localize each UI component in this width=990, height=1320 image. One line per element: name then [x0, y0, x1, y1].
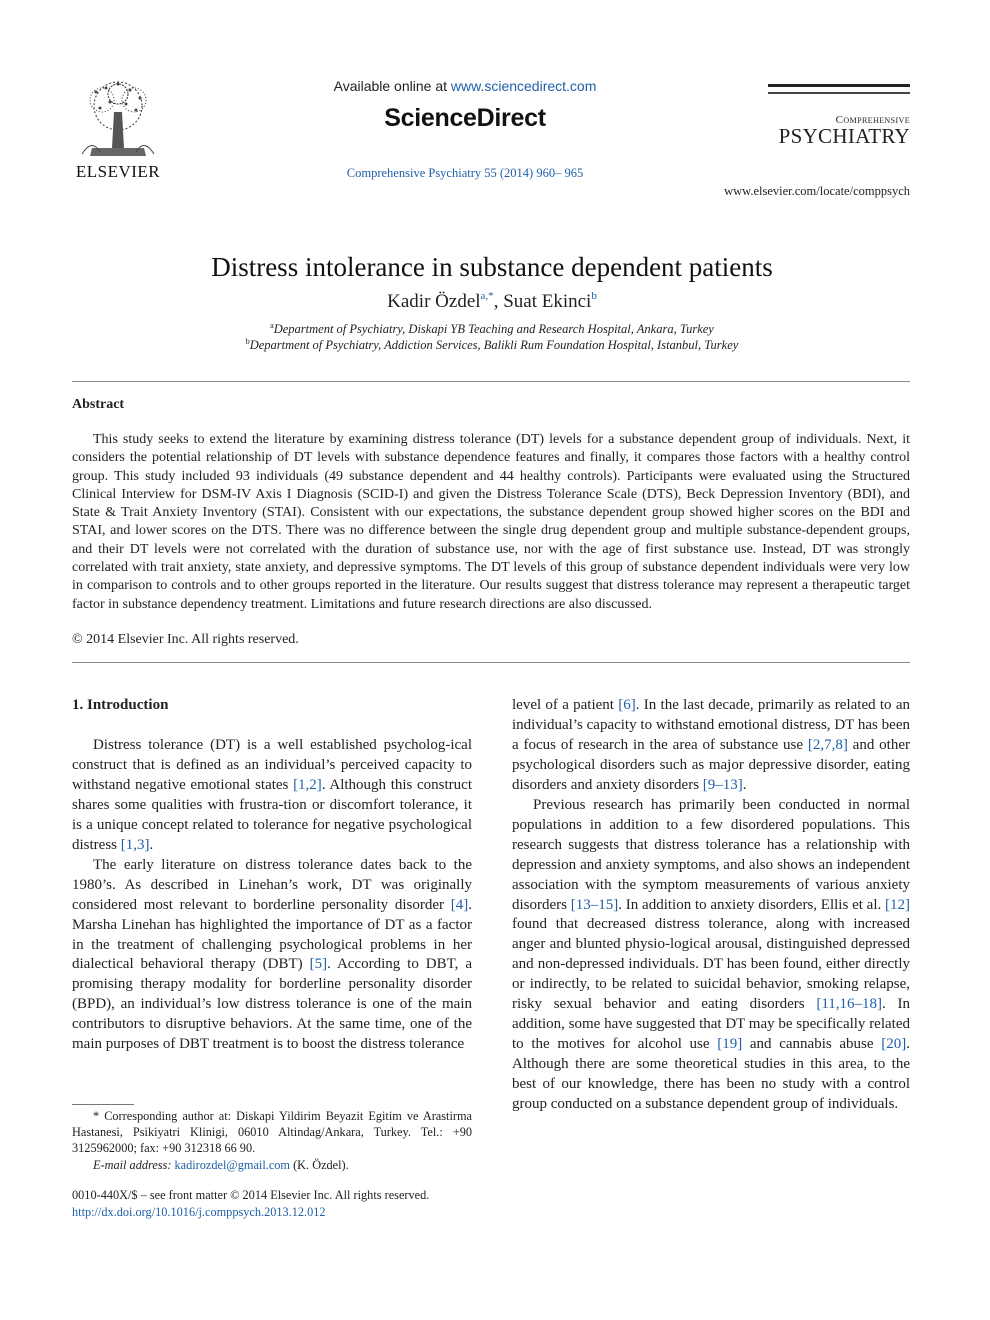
- paragraph: [512, 796, 910, 1115]
- email-link[interactable]: kadirozdel@gmail.com: [174, 1157, 290, 1172]
- paragraph-text: . In addition to anxiety disorders, Ellis et al.: [618, 896, 885, 913]
- email-suffix: (K. Özdel).: [290, 1157, 349, 1172]
- author-affiliation-mark[interactable]: a,*: [480, 290, 494, 302]
- author-name: Kadir Özdel: [387, 291, 481, 312]
- issn-line: 0010-440X/$ – see front matter © 2014 Elsevier Inc. All rights reserved.: [72, 1188, 430, 1202]
- citation-link[interactable]: [13–15]: [570, 896, 619, 913]
- citation-link[interactable]: [9–13]: [702, 776, 743, 793]
- paragraph-text: The early literature on distress tolerance dates back to the 1980’s. As described in Linehan’s work, DT was originally considered most relevant to borderline personality disorder: [72, 856, 472, 913]
- affiliation-mark: a: [270, 321, 274, 330]
- journal-reference[interactable]: Comprehensive Psychiatry 55 (2014) 960– 965: [346, 166, 584, 180]
- paragraph-text: .: [742, 776, 747, 793]
- paragraph-text: . In addition, some have suggested that DT may be specifically related to the motives for alcohol use: [512, 996, 910, 1053]
- paragraph: [512, 696, 910, 796]
- elsevier-logo: [72, 78, 164, 182]
- paragraph-text: found that decreased distress tolerance, along with increased anger and blunted physio-logical arousal, distinguished depressed and non-depressed individuals. DT has been found, either directly or indirectly, to be related to suicidal behavior, smoking relapse, risky sexual behavior and eating disorders: [512, 916, 910, 1013]
- journal-logo-rule: [768, 92, 910, 94]
- paragraph-text: . Although this construct shares some qualities with frustra-tion or discomfort tolerance, it is a unique concept related to tolerance for negative psychological distress: [72, 776, 473, 853]
- abstract-heading: Abstract: [72, 397, 125, 412]
- paragraph-text: Distress tolerance (DT) is a well established psycholog-ical construct that is defined as an individual’s perceived capacity to withstand negative emotional states: [72, 737, 472, 793]
- citation-link[interactable]: [6]: [618, 697, 636, 713]
- citation-link[interactable]: [1,3]: [120, 836, 150, 853]
- citation-link[interactable]: [5]: [309, 956, 328, 973]
- paragraph-text: and other psychological disorders such as major depressive disorder, eating disorders and anxiety disorders: [512, 736, 910, 793]
- paragraph-text: . Although there are some theoretical studies in this area, to the best of our knowledge, there has been no study with a control group conducted on a substance dependent group of individuals.: [512, 1036, 910, 1113]
- publisher-name: ELSEVIER: [75, 162, 161, 181]
- author-name: Suat Ekinci: [503, 291, 592, 312]
- article-title: Distress intolerance in substance dependent patients: [211, 252, 773, 282]
- available-prefix: Available online at: [333, 78, 451, 94]
- email-label: E-mail address:: [93, 1157, 175, 1172]
- affiliation-b: [72, 337, 912, 353]
- affiliation-mark: b: [245, 337, 250, 346]
- paragraph-text: . Marsha Linehan has highlighted the importance of DT as a factor in the treatment of challenging psychological problems in her dialectical behavioral therapy (DBT): [72, 896, 472, 973]
- abstract-text: This study seeks to extend the literature by examining distress tolerance (DT) levels for a substance dependent group of individuals. Next, it considers the potential relationship of DT levels with substance dependence features and finally, it compares those factors with a healthy control group. This study included 93 individuals (49 substance dependent and 44 healthy controls). Participants were evaluated using the Structured Clinical Interview for DSM-IV Axis I Diagnosis (SCID-I) and given the Distress Tolerance Scale (DTS), Beck Depression Inventory (BDI), and State & Trait Anxiety Inventory (STAI). Consistent with our expectations, the substance dependent group showed higher scores on the BDI and STAI, and lower scores on the DTS. There was no difference between the single drug dependent group and multiple substance-dependent groups, and their DT levels were not correlated with the duration of substance use, nor with the age of first substance use. Instead, DT was strongly correlated with trait anxiety, state anxiety, and depressive symptoms. The DT levels of this group of substance dependent individuals were very low in comparison to controls and to other groups reported in the literature. Our results suggest that distress tolerance may represent a therapeutic target factor in substance dependency treatment. Limitations and future research directions are also discussed.: [72, 432, 910, 612]
- paragraph-text: .: [149, 836, 154, 853]
- citation-link[interactable]: [20]: [881, 1036, 907, 1053]
- available-online: [290, 78, 640, 94]
- author-separator: ,: [493, 291, 504, 312]
- paragraph-text: and cannabis abuse: [742, 1036, 882, 1053]
- abstract-copyright: © 2014 Elsevier Inc. All rights reserved.: [72, 632, 299, 647]
- citation-link[interactable]: [4]: [450, 896, 469, 913]
- affiliation-text: Department of Psychiatry, Addiction Services, Balikli Rum Foundation Hospital, Istanbul, Turkey: [249, 338, 739, 352]
- journal-logo-rule: [768, 84, 910, 87]
- corresponding-author-note: * Corresponding author at: Diskapi Yildirim Beyazit Egitim ve Arastirma Hastanesi, Psikiyatri Klinigi, 06010 Altindag/Ankara, Turkey. Tel.: +90 3125962000; fax: +90 312318 66 90.: [72, 1109, 472, 1156]
- paragraph-text: level of a patient: [512, 697, 619, 713]
- paragraph: [72, 856, 472, 1056]
- citation-link[interactable]: [12]: [885, 896, 910, 913]
- author-list: [72, 290, 912, 313]
- footnote-rule: [72, 1104, 134, 1105]
- citation-link[interactable]: [19]: [717, 1036, 743, 1053]
- citation-link[interactable]: [11,16–18]: [816, 996, 883, 1013]
- paragraph-text: . According to DBT, a promising therapy modality for borderline personality disorder (BPD), an individual’s low distress tolerance is one of the main contributors to disruptive behaviors. At the same time, one of the main purposes of DBT treatment is to boost the distress tolerance: [72, 956, 472, 1053]
- citation-link[interactable]: [1,2]: [293, 776, 322, 793]
- journal-url[interactable]: www.elsevier.com/locate/comppsych: [724, 184, 910, 198]
- affiliation-text: Department of Psychiatry, Diskapi YB Teaching and Research Hospital, Ankara, Turkey: [273, 322, 714, 336]
- email-line: [72, 1157, 472, 1173]
- left-column: [72, 736, 472, 1055]
- elsevier-tree-icon: [72, 78, 164, 162]
- abstract-body: [72, 431, 910, 614]
- right-column: [512, 696, 910, 1115]
- journal-logo-large: PSYCHIATRY: [778, 124, 910, 148]
- footnote: [72, 1108, 472, 1173]
- front-matter: [72, 1187, 472, 1221]
- journal-logo-small: Comprehensive: [835, 114, 910, 126]
- section-heading: 1. Introduction: [72, 697, 169, 713]
- affiliation-a: [72, 321, 912, 337]
- sciencedirect-brand: ScienceDirect: [384, 104, 546, 132]
- divider: [72, 662, 910, 663]
- author-affiliation-mark[interactable]: b: [591, 290, 597, 302]
- citation-link[interactable]: [2,7,8]: [807, 736, 848, 753]
- sciencedirect-link[interactable]: www.sciencedirect.com: [450, 78, 597, 94]
- doi-link[interactable]: http://dx.doi.org/10.1016/j.comppsych.2013.12.012: [72, 1204, 326, 1219]
- paragraph-text: . In the last decade, primarily as related to an individual’s capacity to withstand emotional distress, DT has been a focus of research in the area of substance use: [512, 697, 910, 753]
- paragraph-text: Previous research has primarily been conducted in normal populations in addition to a few disordered populations. This research suggests that distress tolerance has a relationship with depression and anxiety symptoms, and also shows an independent association with the symptom measurements of various anxiety disorders: [512, 796, 910, 913]
- divider: [72, 381, 910, 382]
- paragraph: [72, 736, 472, 856]
